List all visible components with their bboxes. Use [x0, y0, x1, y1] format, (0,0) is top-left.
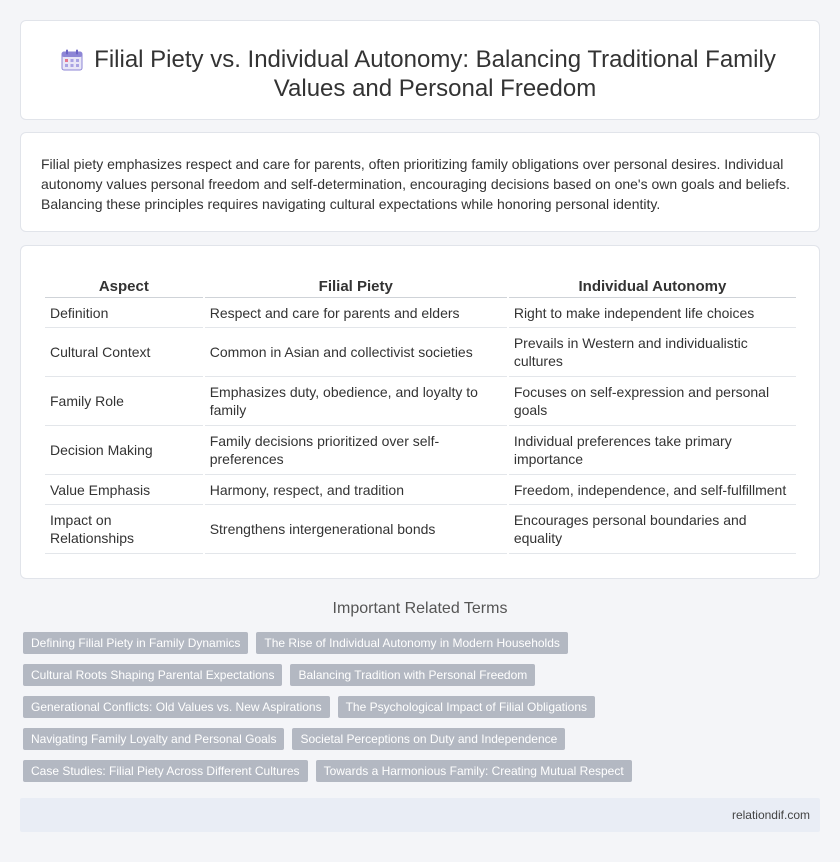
table-cell: Definition	[45, 298, 203, 328]
related-term-tag[interactable]: Defining Filial Piety in Family Dynamics	[23, 632, 248, 654]
table-cell: Common in Asian and collectivist societies	[205, 328, 507, 377]
table-cell: Respect and care for parents and elders	[205, 298, 507, 328]
table-row	[45, 377, 796, 426]
table-row	[45, 426, 796, 475]
table-row	[45, 298, 796, 328]
table-cell: Value Emphasis	[45, 475, 203, 505]
table-cell: Strengthens intergenerational bonds	[205, 505, 507, 554]
column-header-individual-autonomy: Individual Autonomy	[509, 276, 796, 298]
table-cell: Encourages personal boundaries and equality	[509, 505, 796, 554]
table-cell: Family Role	[45, 377, 203, 426]
related-term-tag[interactable]: Navigating Family Loyalty and Personal Goals	[23, 728, 284, 750]
table-cell: Right to make independent life choices	[509, 298, 796, 328]
table-cell: Harmony, respect, and tradition	[205, 475, 507, 505]
related-term-tag[interactable]: Cultural Roots Shaping Parental Expectations	[23, 664, 282, 686]
related-term-tag[interactable]: Case Studies: Filial Piety Across Different Cultures	[23, 760, 308, 782]
related-term-tag[interactable]: Towards a Harmonious Family: Creating Mutual Respect	[316, 760, 632, 782]
table-row	[45, 505, 796, 554]
intro-text: Filial piety emphasizes respect and care for parents, often prioritizing family obligations over personal desires. Individual autonomy values personal freedom and self-determination, encouraging decisions based on one's own goals and beliefs. Balancing these principles requires navigating cultural expectations while honoring personal identity.	[41, 156, 791, 212]
footer	[20, 798, 820, 832]
related-term-tag[interactable]: The Rise of Individual Autonomy in Modern Households	[256, 632, 568, 654]
table-cell: Impact on Relationships	[45, 505, 203, 554]
comparison-table-card	[20, 245, 820, 579]
table-cell: Freedom, independence, and self-fulfillment	[509, 475, 796, 505]
related-terms-title: Important Related Terms	[332, 600, 508, 617]
table-cell: Individual preferences take primary importance	[509, 426, 796, 475]
page-title: Filial Piety vs. Individual Autonomy: Balancing Traditional Family Values and Personal Freedom	[94, 46, 776, 102]
table-cell: Emphasizes duty, obedience, and loyalty to family	[205, 377, 507, 426]
related-term-tag[interactable]: Generational Conflicts: Old Values vs. New Aspirations	[23, 696, 330, 718]
column-header-aspect: Aspect	[45, 276, 203, 298]
column-header-filial-piety: Filial Piety	[205, 276, 507, 298]
table-cell: Cultural Context	[45, 328, 203, 377]
header-card	[20, 20, 820, 120]
table-cell: Prevails in Western and individualistic cultures	[509, 328, 796, 377]
related-term-tag[interactable]: Balancing Tradition with Personal Freedom	[290, 664, 535, 686]
comparison-table	[43, 276, 798, 554]
calendar-icon	[61, 49, 83, 71]
footer-brand[interactable]: relationdif.com	[731, 808, 810, 822]
related-term-tag[interactable]: Societal Perceptions on Duty and Independence	[292, 728, 565, 750]
table-row	[45, 475, 796, 505]
table-cell: Family decisions prioritized over self-preferences	[205, 426, 507, 475]
table-cell: Focuses on self-expression and personal goals	[509, 377, 796, 426]
table-row	[45, 328, 796, 377]
related-terms-list	[23, 632, 823, 792]
table-cell: Decision Making	[45, 426, 203, 475]
intro-card	[20, 132, 820, 232]
related-term-tag[interactable]: The Psychological Impact of Filial Obligations	[338, 696, 595, 718]
